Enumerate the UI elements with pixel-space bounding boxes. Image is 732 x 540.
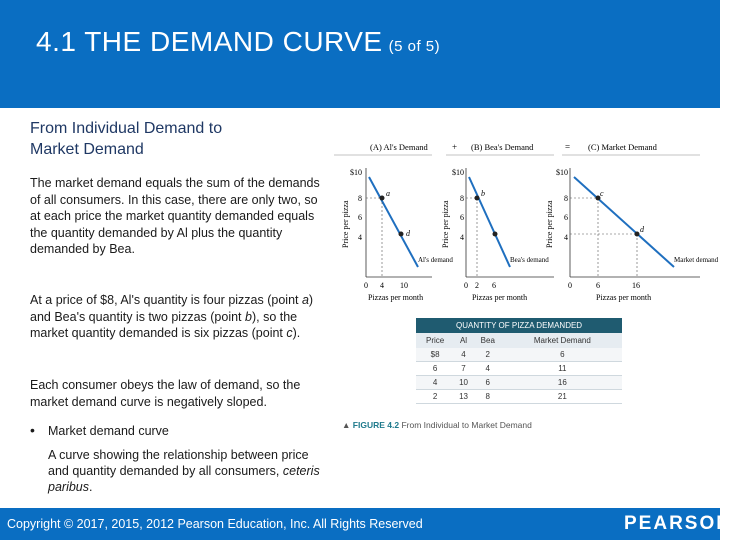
table-header-al: Al bbox=[454, 333, 473, 348]
table-cell: 2 bbox=[416, 390, 454, 404]
panel-b-point-label-b: b bbox=[481, 189, 485, 198]
panel-b bbox=[441, 155, 554, 302]
panel-a bbox=[334, 155, 453, 302]
table-cell: 11 bbox=[503, 362, 622, 376]
panel-a-ytick-8: 8 bbox=[358, 194, 362, 203]
panel-a-point-d bbox=[399, 232, 404, 237]
para2-point-a: a bbox=[301, 293, 309, 307]
quantity-table-header bbox=[416, 333, 622, 348]
definition-text-a: A curve showing the relationship between price and quantity demanded by all consumers, bbox=[48, 448, 309, 478]
table-cell: 2 bbox=[473, 348, 503, 362]
panel-c-curve-label: Market demand bbox=[674, 256, 719, 264]
quantity-table bbox=[416, 318, 622, 404]
panel-b-ylabel: Price per pizza bbox=[441, 200, 450, 248]
definition-text-c: . bbox=[89, 480, 93, 494]
table-cell: 6 bbox=[503, 348, 622, 362]
title-bar bbox=[0, 0, 720, 108]
panel-a-point-label-a: a bbox=[386, 189, 390, 198]
panel-c-ylabel: Price per pizza bbox=[545, 200, 554, 248]
panel-b-point-e bbox=[493, 232, 498, 237]
bullet-dot-icon: • bbox=[30, 422, 35, 438]
table-header-bea: Bea bbox=[473, 333, 503, 348]
panel-a-point-a bbox=[380, 196, 385, 201]
table-cell: 21 bbox=[503, 390, 622, 404]
panel-a-demand-curve bbox=[369, 177, 418, 267]
panel-a-xtick-0: 0 bbox=[364, 281, 368, 290]
panel-c-ytick-10: $10 bbox=[556, 168, 568, 177]
para2-text-b: ) and Bea's quantity is two pizzas (point bbox=[30, 293, 314, 324]
panel-b-title: (B) Bea's Demand bbox=[471, 142, 534, 152]
table-cell: 7 bbox=[454, 362, 473, 376]
table-row bbox=[416, 362, 622, 376]
table-row bbox=[416, 376, 622, 390]
panel-a-point-label-d: d bbox=[406, 229, 410, 238]
panel-b-xtick-2: 2 bbox=[475, 281, 479, 290]
table-cell: 4 bbox=[473, 362, 503, 376]
section-heading bbox=[30, 118, 222, 160]
paragraph-price-example bbox=[30, 292, 330, 342]
footer-bar bbox=[0, 508, 732, 540]
table-cell: 16 bbox=[503, 376, 622, 390]
table-header-market: Market Demand bbox=[503, 333, 622, 348]
figure-caption bbox=[342, 420, 532, 430]
panel-a-xtick-4: 4 bbox=[380, 281, 384, 290]
table-cell: 6 bbox=[473, 376, 503, 390]
panel-c-point-d bbox=[635, 232, 640, 237]
paragraph-law-of-demand: Each consumer obeys the law of demand, so the market demand curve is negatively sloped. bbox=[30, 378, 301, 409]
para2-text-c: ), so the market quantity demanded is six pizzas (point bbox=[30, 309, 298, 340]
panel-a-ytick-4: 4 bbox=[358, 233, 362, 242]
figure-caption-label: FIGURE 4.2 bbox=[352, 420, 400, 430]
panel-b-xtick-6: 6 bbox=[492, 281, 496, 290]
panel-b-xtick-0: 0 bbox=[464, 281, 468, 290]
panel-c-ytick-8: 8 bbox=[564, 194, 568, 203]
table-cell: 6 bbox=[416, 362, 454, 376]
equals-operator: = bbox=[565, 142, 571, 152]
definition-ceteris-paribus: ceteris paribus bbox=[48, 464, 320, 494]
table-row bbox=[416, 348, 622, 362]
section-heading-line-1: From Individual Demand to bbox=[30, 120, 223, 137]
panel-c-title: (C) Market Demand bbox=[588, 142, 657, 152]
copyright-text: Copyright © 2017, 2015, 2012 Pearson Education, Inc. All Rights Reserved bbox=[7, 517, 423, 531]
panel-a-xtick-10: 10 bbox=[400, 281, 408, 290]
table-cell: 13 bbox=[454, 390, 473, 404]
table-cell: 8 bbox=[473, 390, 503, 404]
panel-b-ytick-6: 6 bbox=[460, 213, 464, 222]
panel-a-ylabel: Price per pizza bbox=[341, 200, 350, 248]
plus-operator: + bbox=[452, 142, 458, 152]
slide-title-text: 4.1 THE DEMAND CURVE bbox=[36, 26, 383, 57]
panel-c bbox=[545, 155, 719, 302]
paragraph-market-demand: The market demand equals the sum of the demands of all consumers. In this case, there are only two, so at each price the market quantity demanded equals the quantity demanded by Al plus the quantity demanded by Bea. bbox=[30, 176, 320, 256]
panel-b-point-b bbox=[475, 196, 480, 201]
panel-c-point-label-c: c bbox=[600, 189, 604, 198]
panel-c-demand-curve bbox=[574, 177, 674, 267]
para2-text-d: ). bbox=[292, 326, 301, 340]
table-row bbox=[416, 390, 622, 404]
panel-b-xlabel: Pizzas per month bbox=[472, 293, 528, 302]
panel-a-curve-label: Al's demand bbox=[418, 256, 453, 264]
para2-text-a: At a price of $8, Al's quantity is four pizzas (point bbox=[30, 293, 302, 307]
panel-a-xlabel: Pizzas per month bbox=[368, 293, 424, 302]
panel-c-point-label-d: d bbox=[640, 225, 644, 234]
para2-point-b: b bbox=[245, 309, 252, 324]
panel-b-demand-curve bbox=[469, 177, 510, 267]
panel-b-ytick-8: 8 bbox=[460, 194, 464, 203]
bullet-term: Market demand curve bbox=[48, 424, 169, 438]
panel-c-ytick-4: 4 bbox=[564, 233, 568, 242]
slide-title-suffix: (5 of 5) bbox=[388, 38, 441, 55]
table-cell: 4 bbox=[454, 348, 473, 362]
panel-b-ytick-10: $10 bbox=[452, 168, 464, 177]
panel-c-xtick-16: 16 bbox=[632, 281, 640, 290]
panel-b-ytick-4: 4 bbox=[460, 233, 464, 242]
panel-a-title: (A) Al's Demand bbox=[370, 142, 428, 152]
panel-c-xtick-6: 6 bbox=[596, 281, 600, 290]
table-cell: 10 bbox=[454, 376, 473, 390]
pearson-logo: PEARSON bbox=[624, 513, 732, 534]
table-cell: 4 bbox=[416, 376, 454, 390]
definition-text bbox=[48, 447, 328, 495]
panel-c-ytick-6: 6 bbox=[564, 213, 568, 222]
table-header-price: Price bbox=[416, 333, 454, 348]
panel-c-xlabel: Pizzas per month bbox=[596, 293, 652, 302]
panel-a-ytick-10: $10 bbox=[350, 168, 362, 177]
triangle-icon: ▲ bbox=[342, 420, 351, 430]
section-heading-line-2: Market Demand bbox=[30, 141, 144, 158]
quantity-table-title: QUANTITY OF PIZZA DEMANDED bbox=[416, 318, 622, 333]
table-cell: $8 bbox=[416, 348, 454, 362]
figure-caption-text: From Individual to Market Demand bbox=[401, 420, 532, 430]
panel-a-ytick-6: 6 bbox=[358, 213, 362, 222]
panel-c-xtick-0: 0 bbox=[568, 281, 572, 290]
slide-title bbox=[36, 26, 440, 58]
panel-b-curve-label: Bea's demand bbox=[510, 256, 549, 264]
para2-point-c: c bbox=[286, 326, 293, 340]
